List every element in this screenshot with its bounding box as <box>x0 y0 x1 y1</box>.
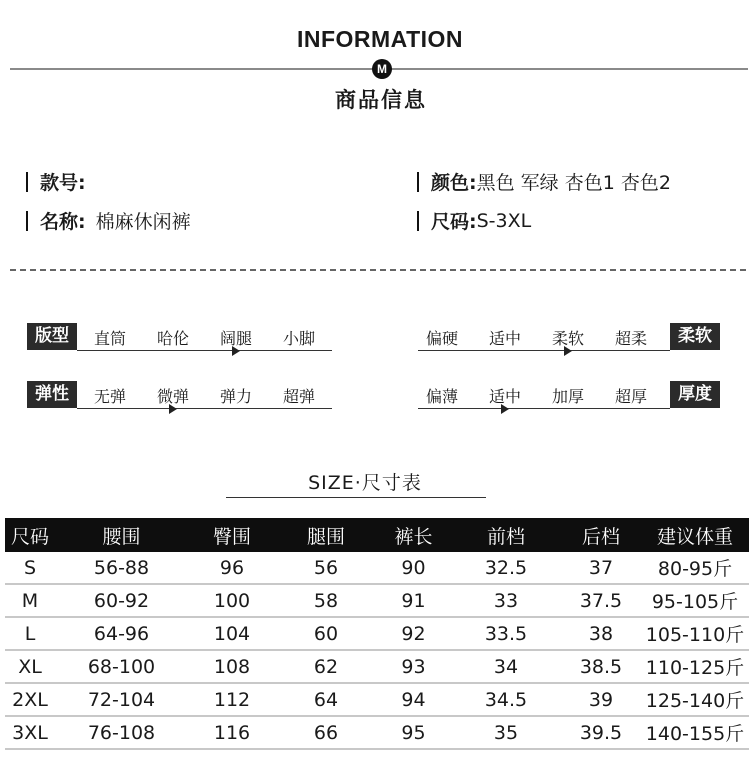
stretch-selected-marker <box>169 404 177 414</box>
section-divider <box>10 269 746 271</box>
fit-option: 阔腿 <box>220 329 253 348</box>
header-badge: M <box>372 59 392 79</box>
table-cell: 105-110斤 <box>641 617 749 650</box>
product-name-line <box>26 207 191 234</box>
table-cell: 94 <box>376 683 451 716</box>
table-cell: 34 <box>451 650 561 683</box>
header-cell: 腰围 <box>55 518 188 552</box>
info-title: INFORMATION <box>296 26 464 52</box>
size-range-value: S-3XL <box>476 209 532 232</box>
thickness-tag: 厚度 <box>670 381 720 408</box>
table-cell: 80-95斤 <box>641 552 749 584</box>
table-cell: 33 <box>451 584 561 617</box>
fit-rule <box>77 350 332 351</box>
color-label: 颜色: <box>431 172 477 194</box>
table-cell: 33.5 <box>451 617 561 650</box>
softness-rule <box>418 350 670 351</box>
table-cell: 37.5 <box>561 584 641 617</box>
table-cell: 72-104 <box>55 683 188 716</box>
table-cell: 39.5 <box>561 716 641 749</box>
table-cell: 35 <box>451 716 561 749</box>
stretch-option: 超弹 <box>283 387 316 406</box>
table-cell: 116 <box>188 716 276 749</box>
table-cell: 3XL <box>5 716 55 749</box>
style-number-line <box>26 168 86 195</box>
table-row <box>5 552 749 584</box>
info-subtitle: 商品信息 <box>335 88 427 112</box>
table-cell: 34.5 <box>451 683 561 716</box>
table-cell: 68-100 <box>55 650 188 683</box>
stretch-tag: 弹性 <box>27 381 77 408</box>
size-range-label: 尺码: <box>431 211 477 233</box>
table-cell: XL <box>5 650 55 683</box>
table-cell: 125-140斤 <box>641 683 749 716</box>
header-cell: 后档 <box>561 518 641 552</box>
thickness-option: 超厚 <box>615 387 648 406</box>
table-cell: 110-125斤 <box>641 650 749 683</box>
softness-option: 偏硬 <box>426 329 459 348</box>
info-bar <box>417 211 419 231</box>
info-bar <box>26 211 28 231</box>
info-bar <box>26 172 28 192</box>
table-cell: 112 <box>188 683 276 716</box>
stretch-option: 微弹 <box>157 387 190 406</box>
size-table-header-row <box>5 518 749 552</box>
table-cell: 90 <box>376 552 451 584</box>
softness-option: 柔软 <box>552 329 585 348</box>
table-cell: 39 <box>561 683 641 716</box>
table-cell: M <box>5 584 55 617</box>
size-range-line <box>417 207 531 234</box>
table-row <box>5 650 749 683</box>
thickness-scale <box>418 381 720 409</box>
table-row <box>5 584 749 617</box>
table-row <box>5 617 749 650</box>
thickness-option: 加厚 <box>552 387 585 406</box>
thickness-option: 偏薄 <box>426 387 459 406</box>
style-number-label: 款号: <box>40 172 86 194</box>
size-chart-title: SIZE·尺寸表 <box>308 472 422 494</box>
fit-option: 哈伦 <box>157 329 190 348</box>
table-cell: 58 <box>276 584 376 617</box>
product-name-value: 棉麻休闲裤 <box>95 211 191 233</box>
table-row <box>5 716 749 749</box>
fit-option: 直筒 <box>94 329 127 348</box>
table-cell: 56-88 <box>55 552 188 584</box>
table-cell: 32.5 <box>451 552 561 584</box>
table-cell: 76-108 <box>55 716 188 749</box>
color-value: 黑色 军绿 杏色1 杏色2 <box>476 172 671 194</box>
softness-scale <box>418 323 720 351</box>
header-cell: 腿围 <box>276 518 376 552</box>
table-cell: 56 <box>276 552 376 584</box>
table-cell: 60-92 <box>55 584 188 617</box>
table-cell: 96 <box>188 552 276 584</box>
softness-option: 超柔 <box>615 329 648 348</box>
table-cell: L <box>5 617 55 650</box>
thickness-rule <box>418 408 670 409</box>
table-cell: 100 <box>188 584 276 617</box>
stretch-rule <box>77 408 332 409</box>
product-name-label: 名称: <box>40 211 86 233</box>
table-cell: 60 <box>276 617 376 650</box>
table-cell: 140-155斤 <box>641 716 749 749</box>
thickness-selected-marker <box>501 404 509 414</box>
table-cell: 2XL <box>5 683 55 716</box>
header-cell: 臀围 <box>188 518 276 552</box>
stretch-option: 无弹 <box>94 387 127 406</box>
softness-option: 适中 <box>489 329 522 348</box>
table-cell: 108 <box>188 650 276 683</box>
stretch-option: 弹力 <box>220 387 253 406</box>
table-cell: 62 <box>276 650 376 683</box>
stretch-scale <box>27 381 332 409</box>
table-cell: 38.5 <box>561 650 641 683</box>
table-cell: 95-105斤 <box>641 584 749 617</box>
softness-selected-marker <box>564 346 572 356</box>
table-cell: 93 <box>376 650 451 683</box>
header-cell: 前档 <box>451 518 561 552</box>
info-bar <box>417 172 419 192</box>
fit-scale <box>27 323 332 351</box>
thickness-option: 适中 <box>489 387 522 406</box>
fit-option: 小脚 <box>283 329 316 348</box>
table-cell: 95 <box>376 716 451 749</box>
table-cell: 38 <box>561 617 641 650</box>
table-cell: 91 <box>376 584 451 617</box>
header-cell: 尺码 <box>5 518 55 552</box>
header-cell: 裤长 <box>376 518 451 552</box>
fit-tag: 版型 <box>27 323 77 350</box>
table-cell: 92 <box>376 617 451 650</box>
table-cell: 64 <box>276 683 376 716</box>
table-cell: S <box>5 552 55 584</box>
softness-tag: 柔软 <box>670 323 720 350</box>
table-cell: 37 <box>561 552 641 584</box>
fit-selected-marker <box>232 346 240 356</box>
size-table <box>5 518 749 750</box>
table-cell: 64-96 <box>55 617 188 650</box>
size-chart-title-underline <box>226 497 486 498</box>
table-cell: 66 <box>276 716 376 749</box>
table-cell: 104 <box>188 617 276 650</box>
header-cell: 建议体重 <box>641 518 749 552</box>
color-line <box>417 168 671 195</box>
table-row <box>5 683 749 716</box>
